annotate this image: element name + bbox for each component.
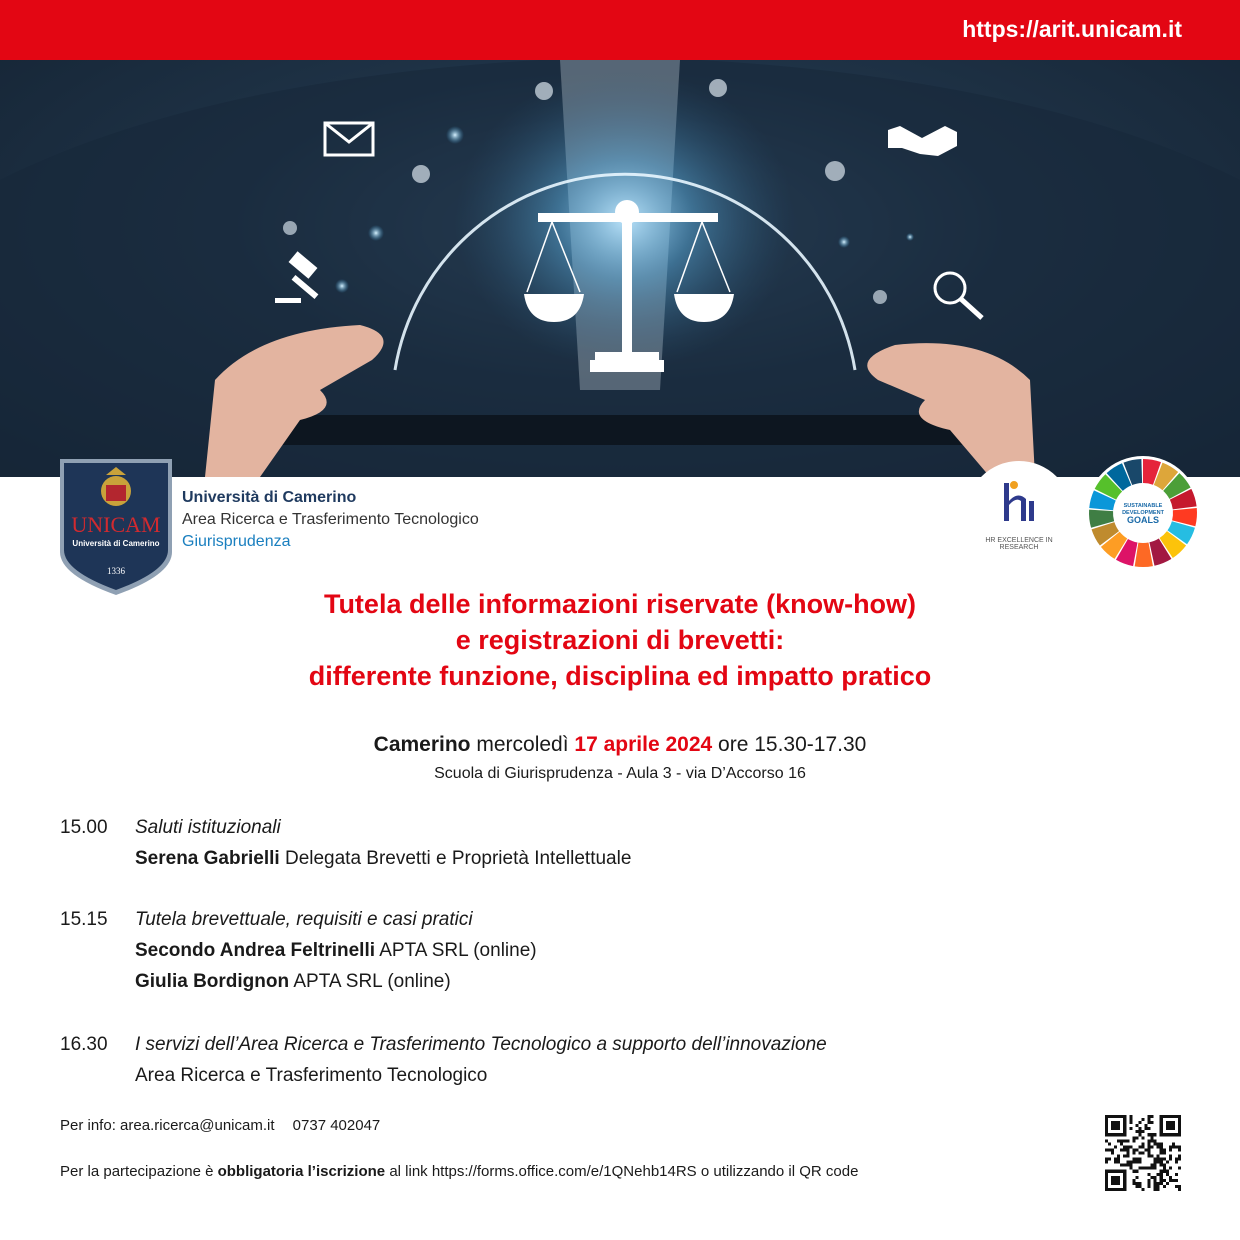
justice-illustration [0, 60, 1240, 477]
department-area: Area Ricerca e Trasferimento Tecnologico [182, 511, 479, 528]
organization-block [182, 487, 479, 553]
registration-middle: al link [389, 1163, 428, 1180]
speaker-name: Giulia Bordignon [135, 971, 290, 992]
registration-note [60, 1163, 858, 1180]
svg-text:DEVELOPMENT: DEVELOPMENT [1122, 510, 1164, 516]
title-line-3: differente funzione, disciplina ed impatto pratico [308, 661, 932, 691]
top-bar [0, 0, 1240, 60]
svg-text:GOALS: GOALS [1126, 515, 1160, 525]
sdg-badge [1086, 456, 1200, 570]
svg-text:Università di Camerino: Università di Camerino [72, 539, 160, 548]
program-topic: I servizi dell’Area Ricerca e Trasferimento Tecnologico a supporto dell’innovazione [135, 1034, 827, 1055]
hero-image [0, 60, 1240, 477]
registration-emphasis: obbligatoria l’iscrizione [217, 1163, 386, 1180]
program-topic: Saluti istituzionali [135, 817, 281, 838]
event-hours: ore 15.30-17.30 [718, 733, 867, 756]
registration-prefix: Per la partecipazione è [60, 1163, 214, 1180]
event-date: 17 aprile 2024 [574, 733, 713, 756]
site-url-link[interactable]: https://arit.unicam.it [962, 16, 1182, 42]
hr-caption: HR EXCELLENCE IN RESEARCH [985, 537, 1053, 551]
title-line-2: e registrazioni di brevetti: [455, 625, 785, 655]
event-when [0, 733, 1240, 757]
unicam-logo [58, 457, 174, 597]
title-line-1: Tutela delle informazioni riservate (know-how) [323, 589, 917, 619]
sdg-wheel-icon [1086, 456, 1200, 570]
qr-code[interactable] [1105, 1115, 1181, 1191]
svg-text:1336: 1336 [107, 566, 125, 576]
info-label: Per info: [60, 1117, 116, 1134]
speaker-role: APTA SRL (online) [293, 971, 451, 992]
sdg-segment [1135, 542, 1153, 567]
speaker-role: Area Ricerca e Trasferimento Tecnologico [135, 1065, 488, 1086]
department-name: Giurisprudenza [182, 533, 291, 550]
event-weekday: mercoledì [476, 733, 569, 756]
svg-text:SUSTAINABLE: SUSTAINABLE [1123, 503, 1163, 509]
registration-suffix: o utilizzando il QR code [700, 1163, 859, 1180]
hr-excellence-badge [966, 461, 1072, 567]
speaker-role: Delegata Brevetti e Proprietà Intellettuale [284, 848, 632, 869]
contact-info [60, 1117, 380, 1134]
program-topic: Tutela brevettuale, requisiti e casi pratici [135, 909, 473, 930]
hr-logo-icon [966, 461, 1072, 541]
event-city: Camerino [373, 733, 471, 756]
program-time: 15.00 [60, 817, 108, 838]
info-email-link[interactable]: area.ricerca@unicam.it [120, 1117, 275, 1134]
program-time: 15.15 [60, 909, 108, 930]
program-time: 16.30 [60, 1034, 108, 1055]
registration-link[interactable]: https://forms.office.com/e/1QNehb14RS [431, 1163, 697, 1180]
university-name: Università di Camerino [182, 489, 357, 506]
info-phone: 0737 402047 [292, 1117, 381, 1134]
svg-text:UNICAM: UNICAM [71, 512, 161, 537]
speaker-name: Serena Gabrielli [135, 848, 280, 869]
speaker-role: APTA SRL (online) [379, 940, 537, 961]
event-venue: Scuola di Giurisprudenza - Aula 3 - via D’Accorso 16 [434, 765, 806, 782]
speaker-name: Secondo Andrea Feltrinelli [135, 940, 376, 961]
event-title [0, 586, 1240, 694]
